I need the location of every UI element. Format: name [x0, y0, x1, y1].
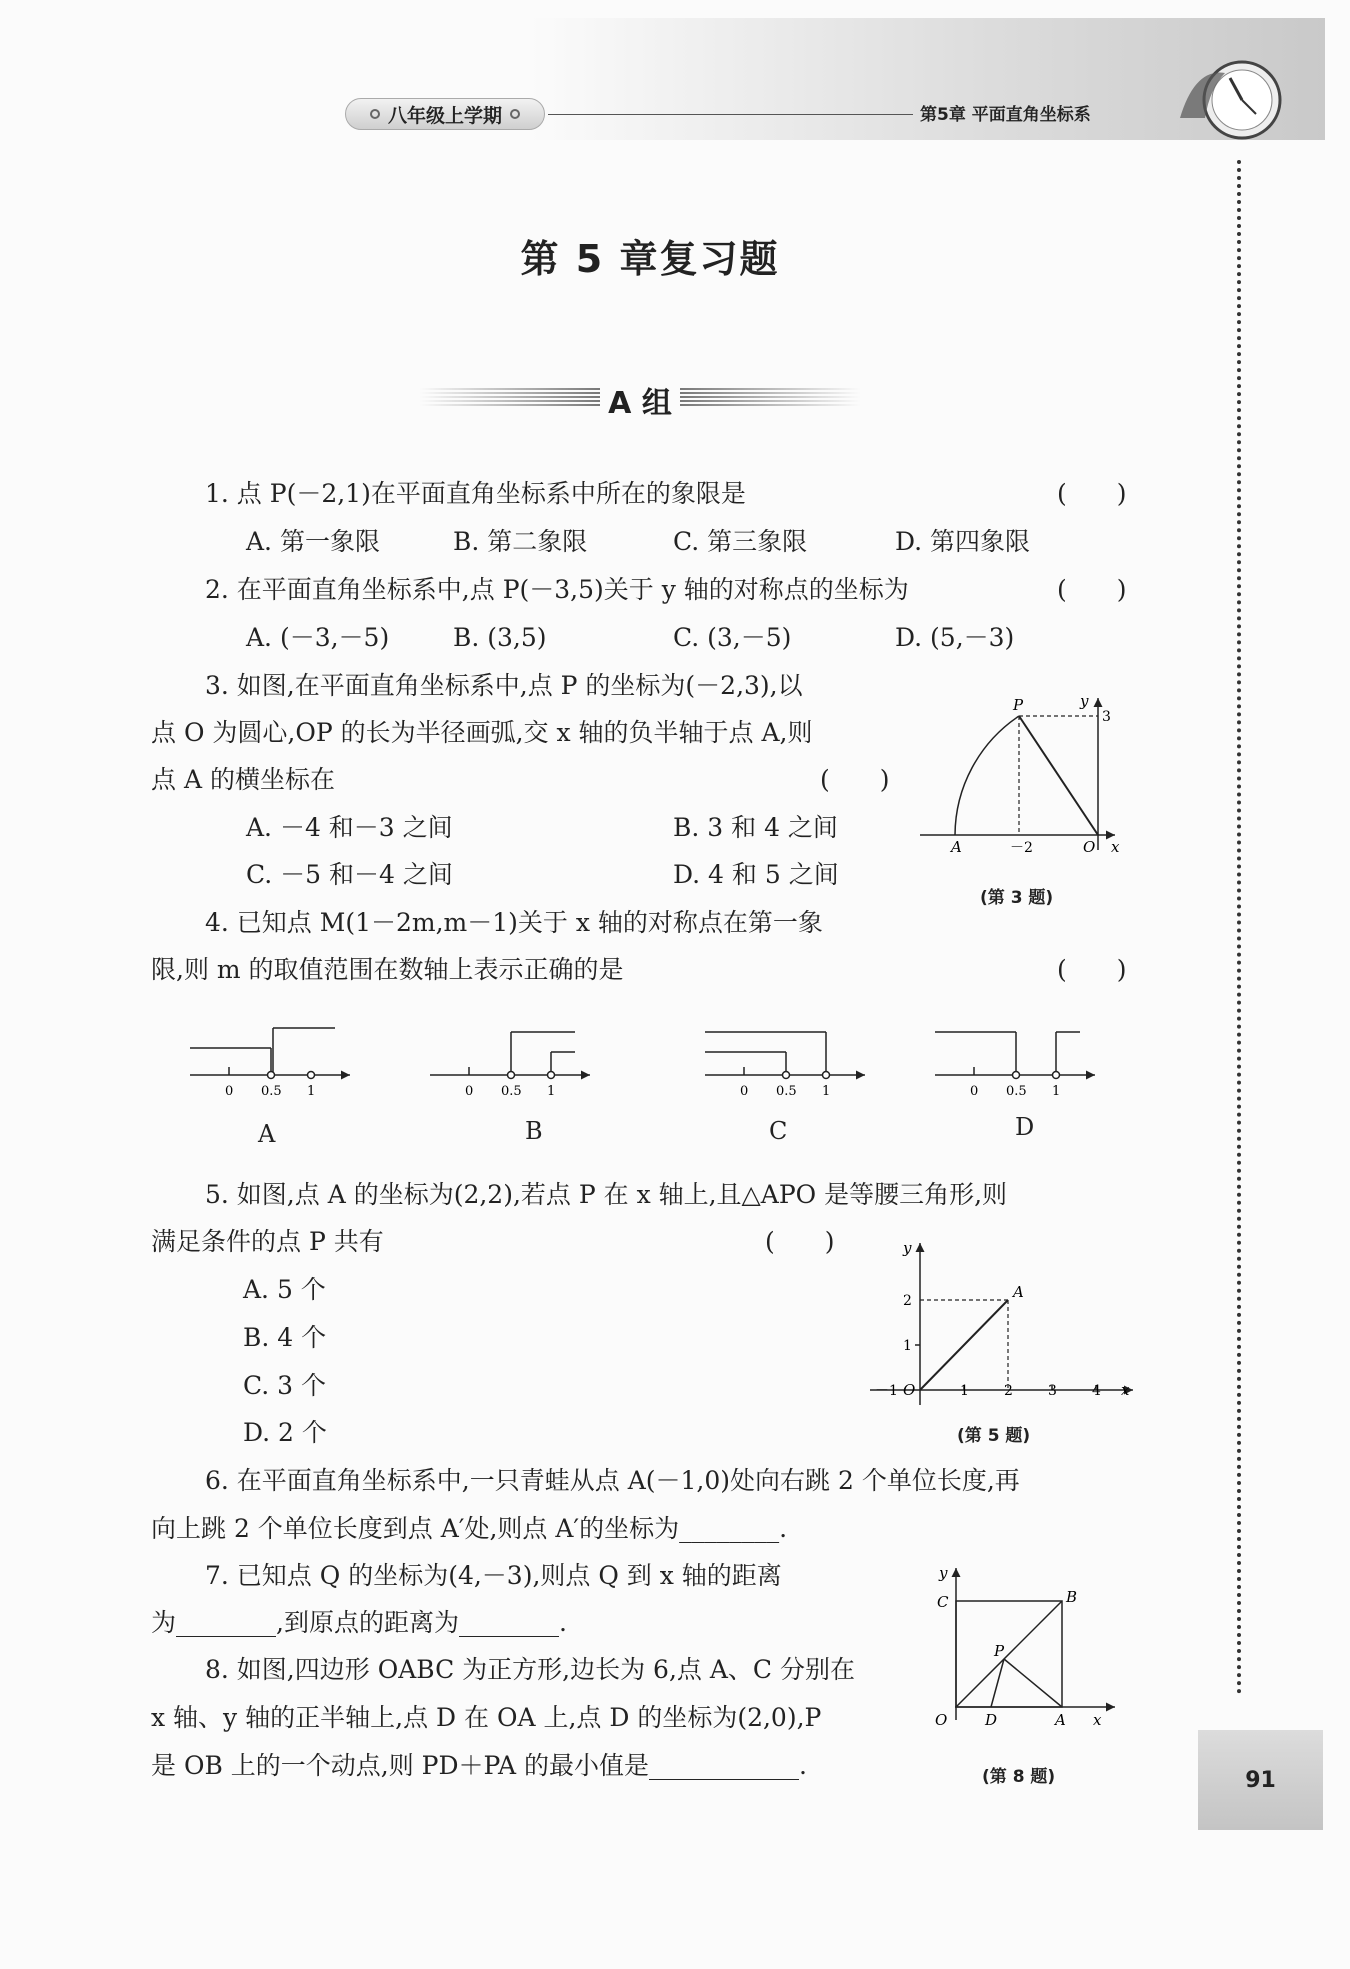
numberline-option-d: [930, 1020, 1105, 1100]
q2-answer-blank: ( ): [1057, 575, 1127, 604]
q3-option-c: C. －5 和－4 之间: [246, 860, 453, 889]
label-A: A: [1055, 1711, 1066, 1729]
numberline-label-d: D: [1015, 1113, 1035, 1141]
q4-stem-line2: 限,则 m 的取值范围在数轴上表示正确的是: [151, 955, 624, 984]
q1-option-c: C. 第三象限: [673, 527, 808, 556]
tick-1: 1: [307, 1084, 316, 1099]
numberline-label-b: B: [525, 1117, 543, 1145]
q8-stem-line1: 8. 如图,四边形 OABC 为正方形,边长为 6,点 A、C 分别在: [205, 1655, 855, 1684]
q5-stem-line1: 5. 如图,点 A 的坐标为(2,2),若点 P 在 x 轴上,且△APO 是等腰三角形,则: [205, 1180, 1008, 1209]
q2-stem: 2. 在平面直角坐标系中,点 P(－3,5)关于 y 轴的对称点的坐标为: [205, 575, 909, 604]
header-band: [0, 18, 1325, 140]
page-edge-dots: [1237, 160, 1241, 1695]
q1-option-d: D. 第四象限: [895, 527, 1031, 556]
label-neg1: －1: [875, 1383, 898, 1399]
grade-label: 八年级上学期: [387, 104, 502, 127]
tick-0: 0: [225, 1084, 234, 1099]
tick-x4: 4: [1092, 1383, 1101, 1399]
tick-x3: 3: [1048, 1383, 1057, 1399]
tick-0: 0: [970, 1084, 979, 1099]
page-title: 第 5 章复习题: [520, 237, 780, 281]
label-x: x: [1121, 1381, 1130, 1399]
q3-option-d: D. 4 和 5 之间: [673, 860, 839, 889]
label-1: 1: [903, 1338, 912, 1354]
chapter-header: 第5章 平面直角坐标系: [920, 105, 1091, 125]
caption-q8: (第 8 题): [982, 1767, 1056, 1787]
compass-runner-icon: [1170, 48, 1290, 148]
figure-q5: [865, 1235, 1140, 1415]
q7-stem-line2: 为________,到原点的距离为________.: [151, 1608, 567, 1637]
label-A: A: [951, 838, 962, 855]
q5-option-d: D. 2 个: [243, 1418, 327, 1447]
q2-option-c: C. (3,－5): [673, 623, 792, 652]
q2-option-d: D. (5,－3): [895, 623, 1015, 652]
tick-0.5: 0.5: [776, 1084, 797, 1099]
q3-option-b: B. 3 和 4 之间: [673, 813, 838, 842]
q5-option-b: B. 4 个: [243, 1323, 327, 1352]
q6-stem-line2: 向上跳 2 个单位长度到点 A′处,则点 A′的坐标为________.: [151, 1514, 788, 1543]
label-neg2: －2: [1010, 840, 1033, 855]
label-P: P: [994, 1642, 1005, 1660]
q2-option-b: B. (3,5): [453, 623, 547, 652]
numberline-option-c: [700, 1020, 875, 1100]
tick-1: 1: [547, 1084, 556, 1099]
q3-stem-line1: 3. 如图,在平面直角坐标系中,点 P 的坐标为(－2,3),以: [205, 671, 803, 700]
label-A: A: [1013, 1283, 1024, 1301]
caption-q3: (第 3 题): [980, 888, 1054, 908]
q3-option-a: A. －4 和－3 之间: [246, 813, 453, 842]
bullet-icon: [510, 109, 520, 119]
q2-option-a: A. (－3,－5): [246, 623, 390, 652]
q3-answer-blank: ( ): [820, 765, 890, 794]
figure-q8: [925, 1560, 1125, 1730]
label-O: O: [903, 1381, 916, 1399]
group-heading: [420, 378, 860, 421]
q4-answer-blank: ( ): [1057, 955, 1127, 984]
q5-option-c: C. 3 个: [243, 1371, 326, 1400]
caption-q5: (第 5 题): [957, 1426, 1031, 1446]
label-3: 3: [1102, 709, 1111, 725]
label-O: O: [935, 1711, 948, 1729]
label-y: y: [939, 1564, 948, 1582]
label-D: D: [985, 1711, 998, 1729]
label-O: O: [1083, 838, 1096, 855]
page-number: 91: [1198, 1730, 1323, 1830]
label-P: P: [1013, 696, 1024, 714]
numberline-label-c: C: [769, 1117, 788, 1145]
label-y: y: [903, 1239, 912, 1257]
heading-rule-left: [420, 388, 600, 408]
q3-stem-line2: 点 O 为圆心,OP 的长为半径画弧,交 x 轴的负半轴于点 A,则: [151, 718, 813, 747]
q6-stem-line1: 6. 在平面直角坐标系中,一只青蛙从点 A(－1,0)处向右跳 2 个单位长度,再: [205, 1466, 1020, 1495]
bullet-icon: [370, 109, 380, 119]
numberline-label-a: A: [258, 1120, 276, 1148]
q1-stem: 1. 点 P(－2,1)在平面直角坐标系中所在的象限是: [205, 479, 746, 508]
tick-1: 1: [1052, 1084, 1061, 1099]
numberline-option-a: [185, 1020, 360, 1100]
figure-q3: [915, 690, 1140, 855]
tick-0.5: 0.5: [261, 1084, 282, 1099]
header-rule: [548, 114, 913, 115]
q3-stem-line3: 点 A 的横坐标在: [151, 765, 335, 794]
tick-x1: 1: [960, 1383, 969, 1399]
tick-0.5: 0.5: [1006, 1084, 1027, 1099]
heading-rule-right: [680, 388, 860, 408]
q1-answer-blank: ( ): [1057, 479, 1127, 508]
q1-option-a: A. 第一象限: [246, 527, 380, 556]
label-x: x: [1111, 838, 1120, 855]
q5-answer-blank: ( ): [765, 1227, 835, 1256]
q4-stem-line1: 4. 已知点 M(1－2m,m－1)关于 x 轴的对称点在第一象: [205, 908, 823, 937]
tick-0.5: 0.5: [501, 1084, 522, 1099]
tick-0: 0: [465, 1084, 474, 1099]
q8-stem-line2: x 轴、y 轴的正半轴上,点 D 在 OA 上,点 D 的坐标为(2,0),P: [151, 1703, 822, 1732]
label-C: C: [937, 1593, 949, 1611]
grade-badge: [345, 98, 545, 130]
tick-1: 1: [822, 1084, 831, 1099]
label-x: x: [1093, 1711, 1102, 1729]
q7-stem-line1: 7. 已知点 Q 的坐标为(4,－3),则点 Q 到 x 轴的距离: [205, 1561, 782, 1590]
q5-stem-line2: 满足条件的点 P 共有: [151, 1227, 384, 1256]
group-label: A 组: [608, 386, 672, 421]
q1-option-b: B. 第二象限: [453, 527, 588, 556]
numberline-option-b: [425, 1020, 600, 1100]
label-y: y: [1080, 692, 1089, 710]
label-2: 2: [903, 1293, 912, 1309]
tick-x2: 2: [1004, 1383, 1013, 1399]
label-B: B: [1066, 1588, 1078, 1606]
tick-0: 0: [740, 1084, 749, 1099]
q8-stem-line3: 是 OB 上的一个动点,则 PD＋PA 的最小值是____________.: [151, 1751, 807, 1780]
q5-option-a: A. 5 个: [243, 1275, 326, 1304]
